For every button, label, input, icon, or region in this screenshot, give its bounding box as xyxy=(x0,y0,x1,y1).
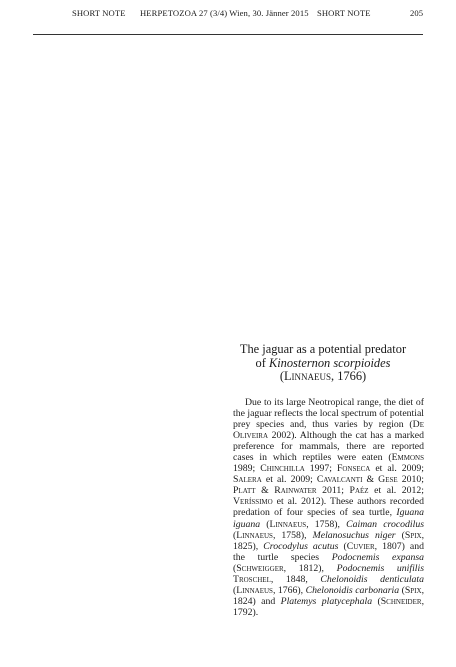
body-paragraph: Due to its large Neotropical range, the diet of the jaguar reflects the local spectrum of potential prey species and, thus varies by region (De Oliveira 2002). Although the cat has a marked preference for mammals, there are reported cases in which reptiles were eaten (Emmons 1989; Chinchilla 1997; Fonseca et al. 2009; Salera et al. 2009; Cavalcanti & Gese 2010; Platt & Rainwater 2011; Paéz et al. 2012; Veríssimo et al. 2012). These authors recorded predation of four species of sea turtle, Iguana iguana (Linnaeus, 1758), Caiman crocodilus (Linnaeus, 1758), Melanosuchus niger (Spix, 1825), Crocodylus acutus (Cuvier, 1807) and the turtle species Podocnemis expansa (Schweigger, 1812), Podocnemis unifilis Troschel, 1848, Chelonoidis denticulata (Linnaeus, 1766), Chelonoidis carbonaria (Spix, 1824) and Platemys platycephala (Schneider, 1792). xyxy=(233,397,425,618)
title-authority: (Linnaeus, 1766) xyxy=(279,369,367,383)
title-line-1: The jaguar as a potential predator xyxy=(239,342,407,356)
header-section-right: SHORT NOTE xyxy=(317,8,371,18)
title-line-2: of Kinosternon scorpioides xyxy=(255,355,391,370)
page-number: 205 xyxy=(410,8,424,18)
header-rule xyxy=(33,34,423,35)
title-species: Kinosternon scorpioides xyxy=(268,355,391,370)
header-journal-citation: HERPETOZOA 27 (3/4) Wien, 30. Jänner 2015 xyxy=(140,8,309,18)
note-title xyxy=(228,343,418,384)
running-header xyxy=(0,8,456,22)
header-section-left: SHORT NOTE xyxy=(72,8,126,18)
body-text xyxy=(233,397,424,618)
